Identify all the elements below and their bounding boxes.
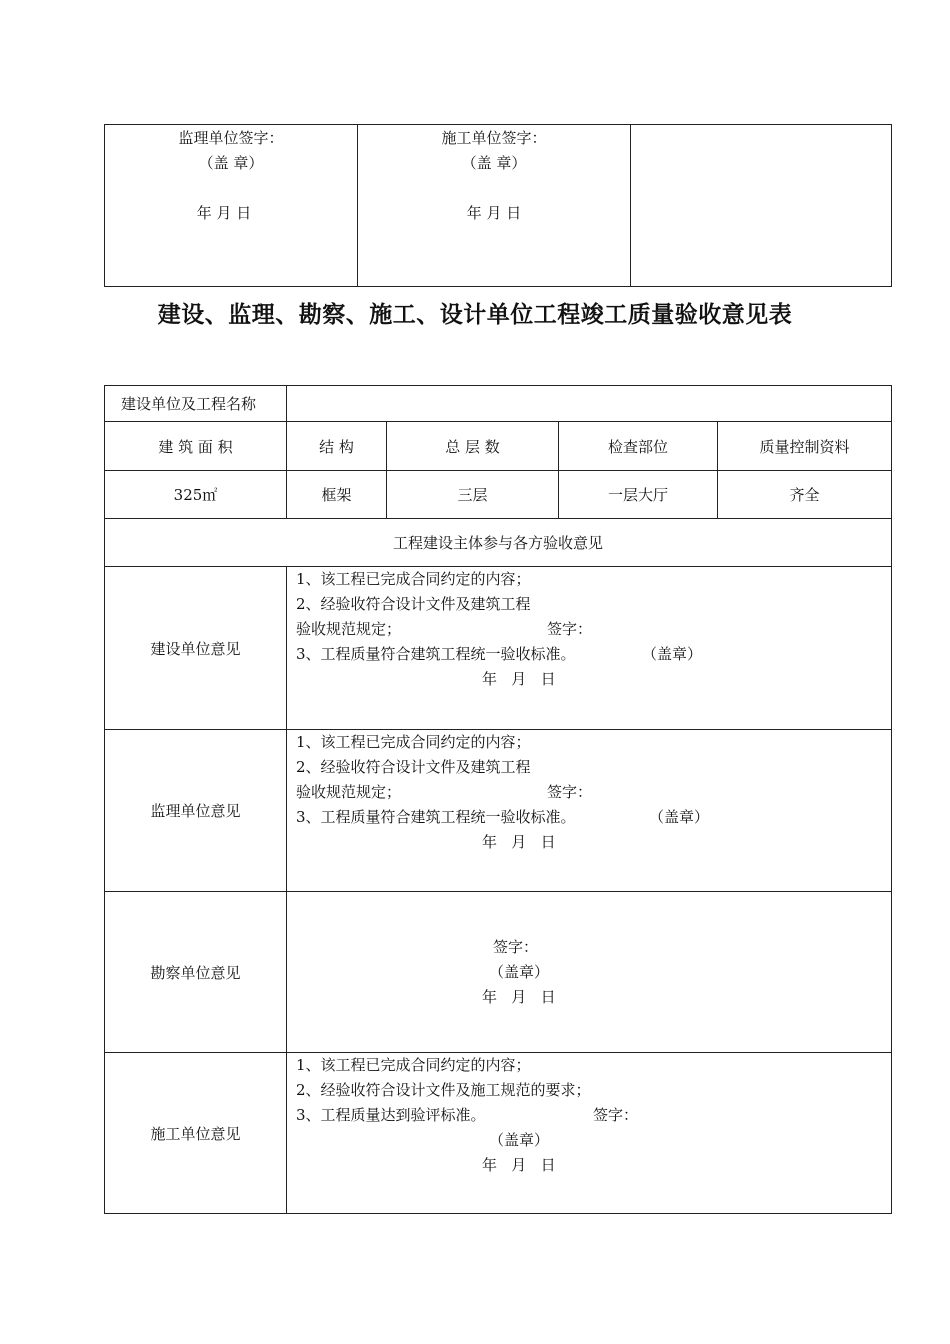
supervisor-line-3: 验收规范规定； — [296, 783, 402, 801]
supervisor-date-label: 年 月 日 — [482, 833, 556, 851]
contractor-line-2: 2、经验收符合设计文件及施工规范的要求； — [296, 1081, 591, 1099]
supervisor-line-1: 1、该工程已完成合同约定的内容； — [296, 733, 531, 751]
survey-opinion-label: 勘察单位意见 — [105, 892, 287, 1053]
supervisor-line-4: 3、工程质量符合建筑工程统一验收标准。 — [296, 808, 576, 826]
construction-sign-label: 施工单位签字： — [441, 129, 547, 147]
section-title-row — [105, 519, 892, 567]
owner-line-3: 验收规范规定； — [296, 620, 402, 638]
owner-sign-label: 签字： — [547, 620, 593, 638]
header-structure: 结 构 — [287, 422, 387, 471]
owner-line-2: 2、经验收符合设计文件及建筑工程 — [296, 595, 531, 613]
owner-line-4: 3、工程质量符合建筑工程统一验收标准。 — [296, 645, 576, 663]
project-name-value — [287, 386, 892, 422]
contractor-opinion-row — [105, 1053, 892, 1214]
supervisor-opinion-label: 监理单位意见 — [105, 730, 287, 892]
empty-signature-cell — [631, 125, 892, 287]
section-title: 工程建设主体参与各方验收意见 — [105, 519, 892, 567]
contractor-opinion-cell — [287, 1053, 892, 1214]
survey-date-label: 年 月 日 — [482, 988, 556, 1006]
header-quality-data: 质量控制资料 — [718, 422, 892, 471]
page-title: 建设、监理、勘察、施工、设计单位工程竣工质量验收意见表 — [157, 302, 793, 328]
survey-opinion-cell — [287, 892, 892, 1053]
contractor-line-1: 1、该工程已完成合同约定的内容； — [296, 1056, 531, 1074]
header-floors: 总 层 数 — [387, 422, 559, 471]
project-name-row — [105, 386, 892, 422]
supervisor-opinion-cell — [287, 730, 892, 892]
supervisor-line-2: 2、经验收符合设计文件及建筑工程 — [296, 758, 531, 776]
value-inspection-part: 一层大厅 — [559, 471, 718, 519]
contractor-line-3: 3、工程质量达到验评标准。 — [296, 1106, 486, 1124]
value-structure: 框架 — [287, 471, 387, 519]
supervision-signature-cell — [105, 125, 358, 287]
owner-opinion-cell — [287, 567, 892, 730]
contractor-sign-label: 签字： — [593, 1106, 639, 1124]
supervision-date-label: 年 月 日 — [196, 204, 252, 222]
survey-opinion-row — [105, 892, 892, 1053]
supervisor-seal-label: （盖章） — [649, 808, 710, 826]
construction-signature-cell — [358, 125, 631, 287]
survey-sign-label: 签字： — [493, 938, 539, 956]
signature-table — [104, 124, 892, 287]
owner-opinion-row — [105, 567, 892, 730]
header-row — [105, 422, 892, 471]
contractor-seal-label: （盖章） — [489, 1131, 550, 1149]
owner-date-label: 年 月 日 — [482, 670, 556, 688]
contractor-date-label: 年 月 日 — [482, 1156, 556, 1174]
header-inspection-part: 检查部位 — [559, 422, 718, 471]
supervision-sign-label: 监理单位签字： — [178, 129, 284, 147]
owner-seal-label: （盖章） — [642, 645, 703, 663]
acceptance-table — [104, 385, 892, 1214]
construction-seal-label: （盖 章） — [461, 154, 527, 172]
owner-opinion-label: 建设单位意见 — [105, 567, 287, 730]
contractor-opinion-label: 施工单位意见 — [105, 1053, 287, 1214]
owner-line-1: 1、该工程已完成合同约定的内容； — [296, 570, 531, 588]
values-row — [105, 471, 892, 519]
survey-seal-label: （盖章） — [489, 963, 550, 981]
project-name-label: 建设单位及工程名称 — [105, 386, 287, 422]
header-area: 建 筑 面 积 — [105, 422, 287, 471]
construction-date-label: 年 月 日 — [466, 204, 522, 222]
supervisor-opinion-row — [105, 730, 892, 892]
value-quality-data: 齐全 — [718, 471, 892, 519]
value-area: 325㎡ — [105, 471, 287, 519]
value-floors: 三层 — [387, 471, 559, 519]
supervision-seal-label: （盖 章） — [198, 154, 264, 172]
supervisor-sign-label: 签字： — [547, 783, 593, 801]
